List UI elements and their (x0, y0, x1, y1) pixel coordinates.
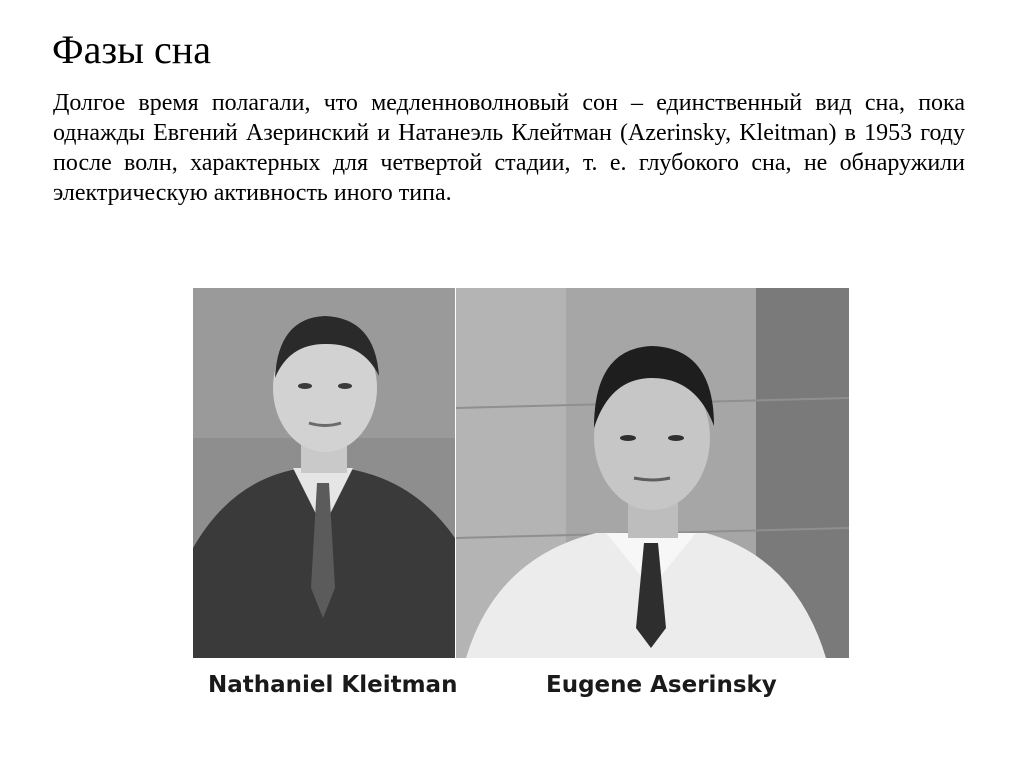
portrait-kleitman-illustration (193, 288, 455, 658)
portrait-photo-aserinsky (456, 288, 849, 658)
portrait-photo-kleitman (193, 288, 455, 658)
caption-aserinsky: Eugene Aserinsky (546, 672, 777, 698)
portrait-aserinsky-illustration (456, 288, 849, 658)
slide-body-text: Долгое время полагали, что медленноволновый сон – единственный вид сна, пока однажды Евгений Азеринский и Натанеэль Клейтман (Azerinsky, Kleitman) в 1953 году после волн, характерных для четвертой стадии, т. е. глубокого сна, не обнаружили электрическую активность иного типа. (53, 90, 965, 206)
caption-kleitman: Nathaniel Kleitman (208, 672, 458, 698)
slide-title: Фазы сна (52, 27, 211, 72)
